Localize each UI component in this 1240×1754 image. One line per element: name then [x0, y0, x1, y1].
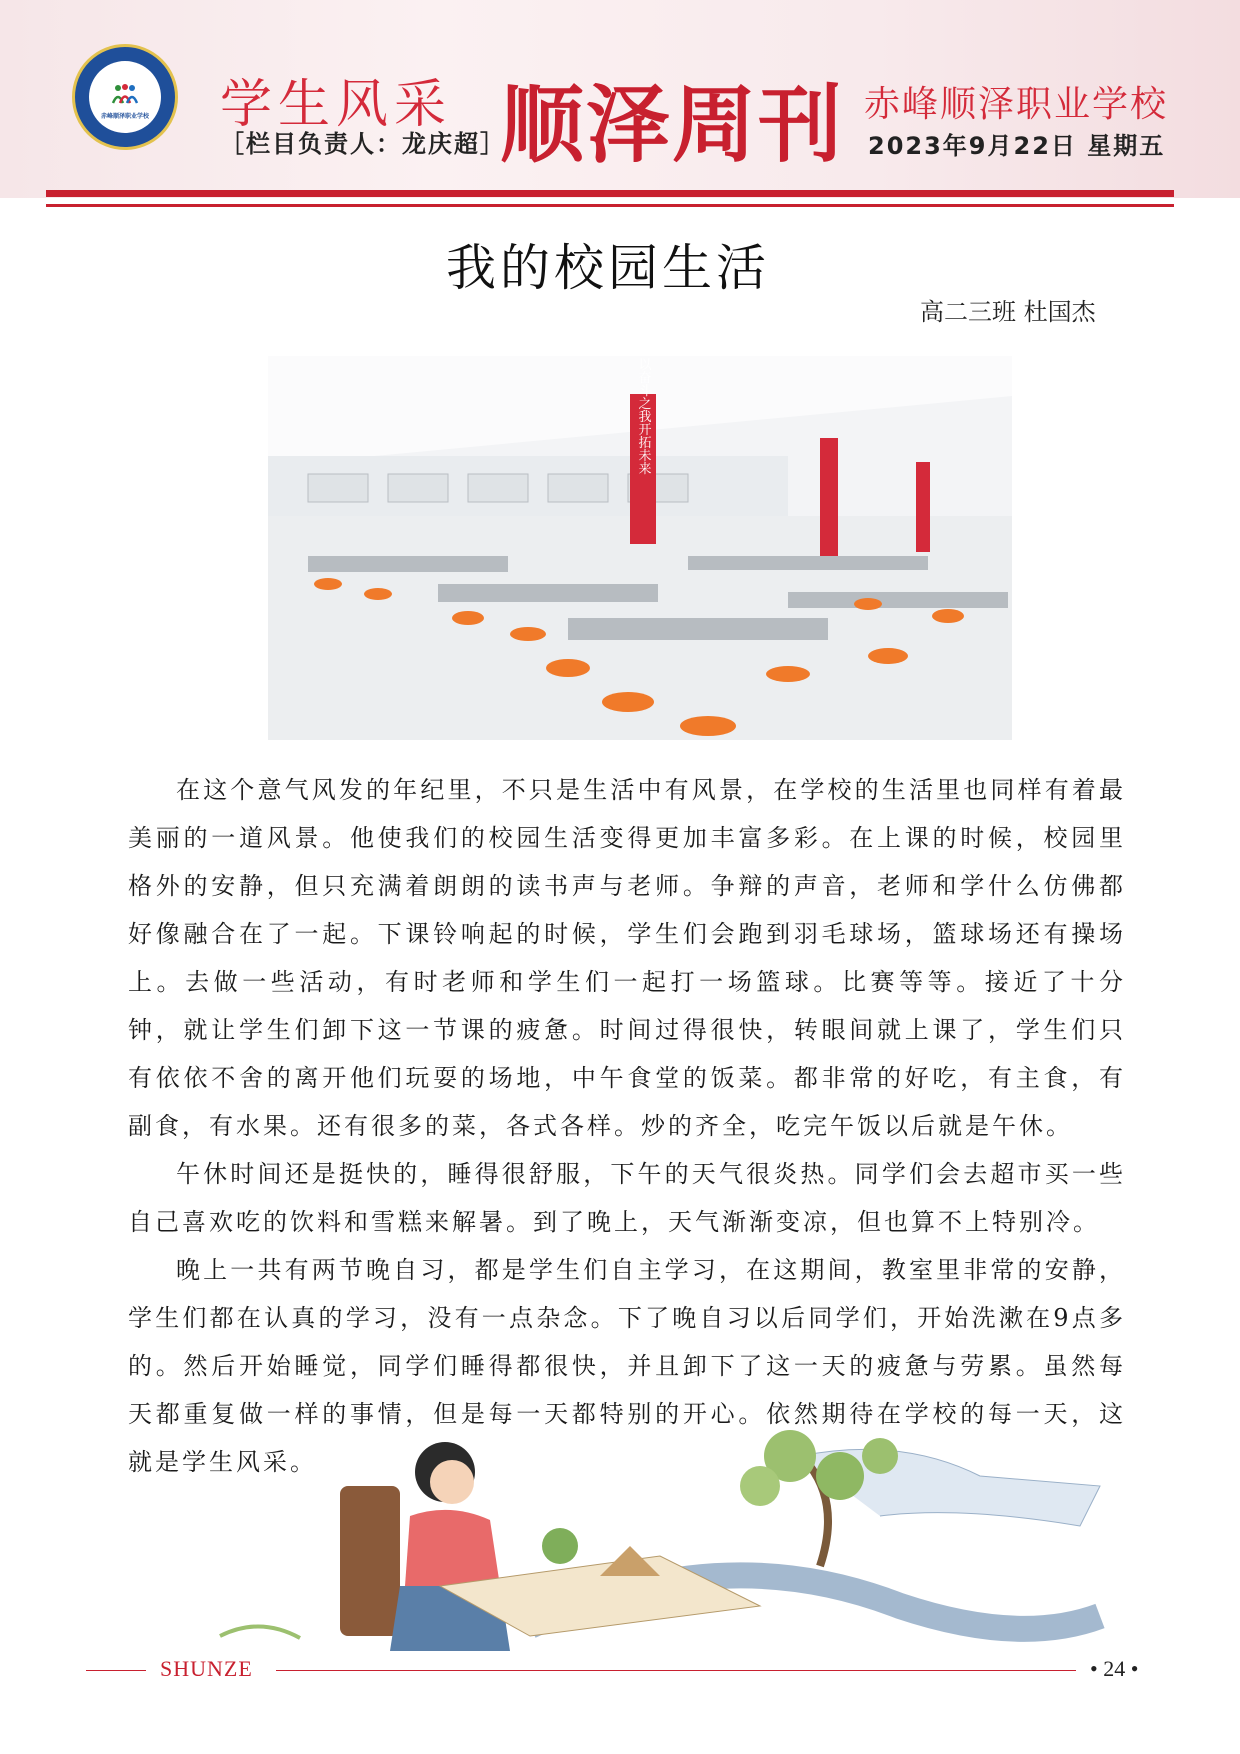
article-paragraph: 在这个意气风发的年纪里，不只是生活中有风景，在学校的生活里也同样有着最美丽的一道风景。他使我们的校园生活变得更加丰富多彩。在上课的时候，校园里格外的安静，但只充满着朗朗的读书声与老师。争辩的声音，老师和学什么仿佛都好像融合在了一起。下课铃响起的时候，学生们会跑到羽毛球场，篮球场还有操场上。去做一些活动，有时老师和学生们一起打一场篮球。比赛等等。接近了十分钟，就让学生们卸下这一节课的疲惫。时间过得很快，转眼间就上课了，学生们只有依依不舍的离开他们玩耍的场地，中午食堂的饭菜。都非常的好吃，有主食，有副食，有水果。还有很多的菜，各式各样。炒的齐全，吃完午饭以后就是午休。: [128, 776, 1126, 1140]
illustration-art: [200, 1416, 1140, 1656]
logo-inner-circle: [89, 61, 161, 133]
article-body: [128, 766, 1126, 1486]
header-rule-thick: [46, 190, 1174, 197]
article-title: 我的校园生活: [446, 239, 770, 297]
issue-date: 2023年9月22日 星期五: [868, 132, 1166, 160]
footer-rule-left: [86, 1670, 146, 1671]
cafeteria-photo-illustration: [268, 356, 1012, 740]
photo-banner-text: 以奋斗之我开拓未来: [635, 357, 651, 475]
article-paragraph: 晚上一共有两节晚自习，都是学生们自主学习，在这期间，教室里非常的安静，学生们都在认真的学习，没有一点杂念。下了晚自习以后同学们，开始洗漱在9点多的。然后开始睡觉，同学们睡得都很快，并且卸下了这一天的疲惫与劳累。虽然每天都重复做一样的事情，但是每一天都特别的开心。依然期待在学校的每一天，这就是学生风采。: [128, 1256, 1126, 1476]
article-paragraph: 午休时间还是挺快的，睡得很舒服，下午的天气很炎热。同学们会去超市买一些自己喜欢吃的饮料和雪糕来解暑。到了晚上，天气渐渐变凉，但也算不上特别冷。: [128, 1160, 1126, 1236]
column-title: 学生风采: [220, 75, 453, 135]
column-editor: ［栏目负责人：龙庆超］: [220, 130, 506, 158]
school-logo: [72, 44, 178, 150]
header-rule-thin: [46, 204, 1174, 207]
reading-girl-illustration: [200, 1416, 1140, 1656]
footer-rule-right: [276, 1670, 1076, 1671]
logo-figures-icon: [111, 83, 139, 107]
cafeteria-photo: [268, 356, 1012, 740]
logo-text: 赤峰顺泽职业学校: [100, 113, 149, 120]
school-name: 赤峰顺泽职业学校: [864, 84, 1169, 125]
page-number: • 24 •: [1090, 1656, 1139, 1681]
masthead-title: 顺泽周刊: [500, 76, 845, 174]
article-byline: 高二三班 杜国杰: [920, 298, 1096, 326]
footer-brand: SHUNZE: [160, 1656, 253, 1681]
